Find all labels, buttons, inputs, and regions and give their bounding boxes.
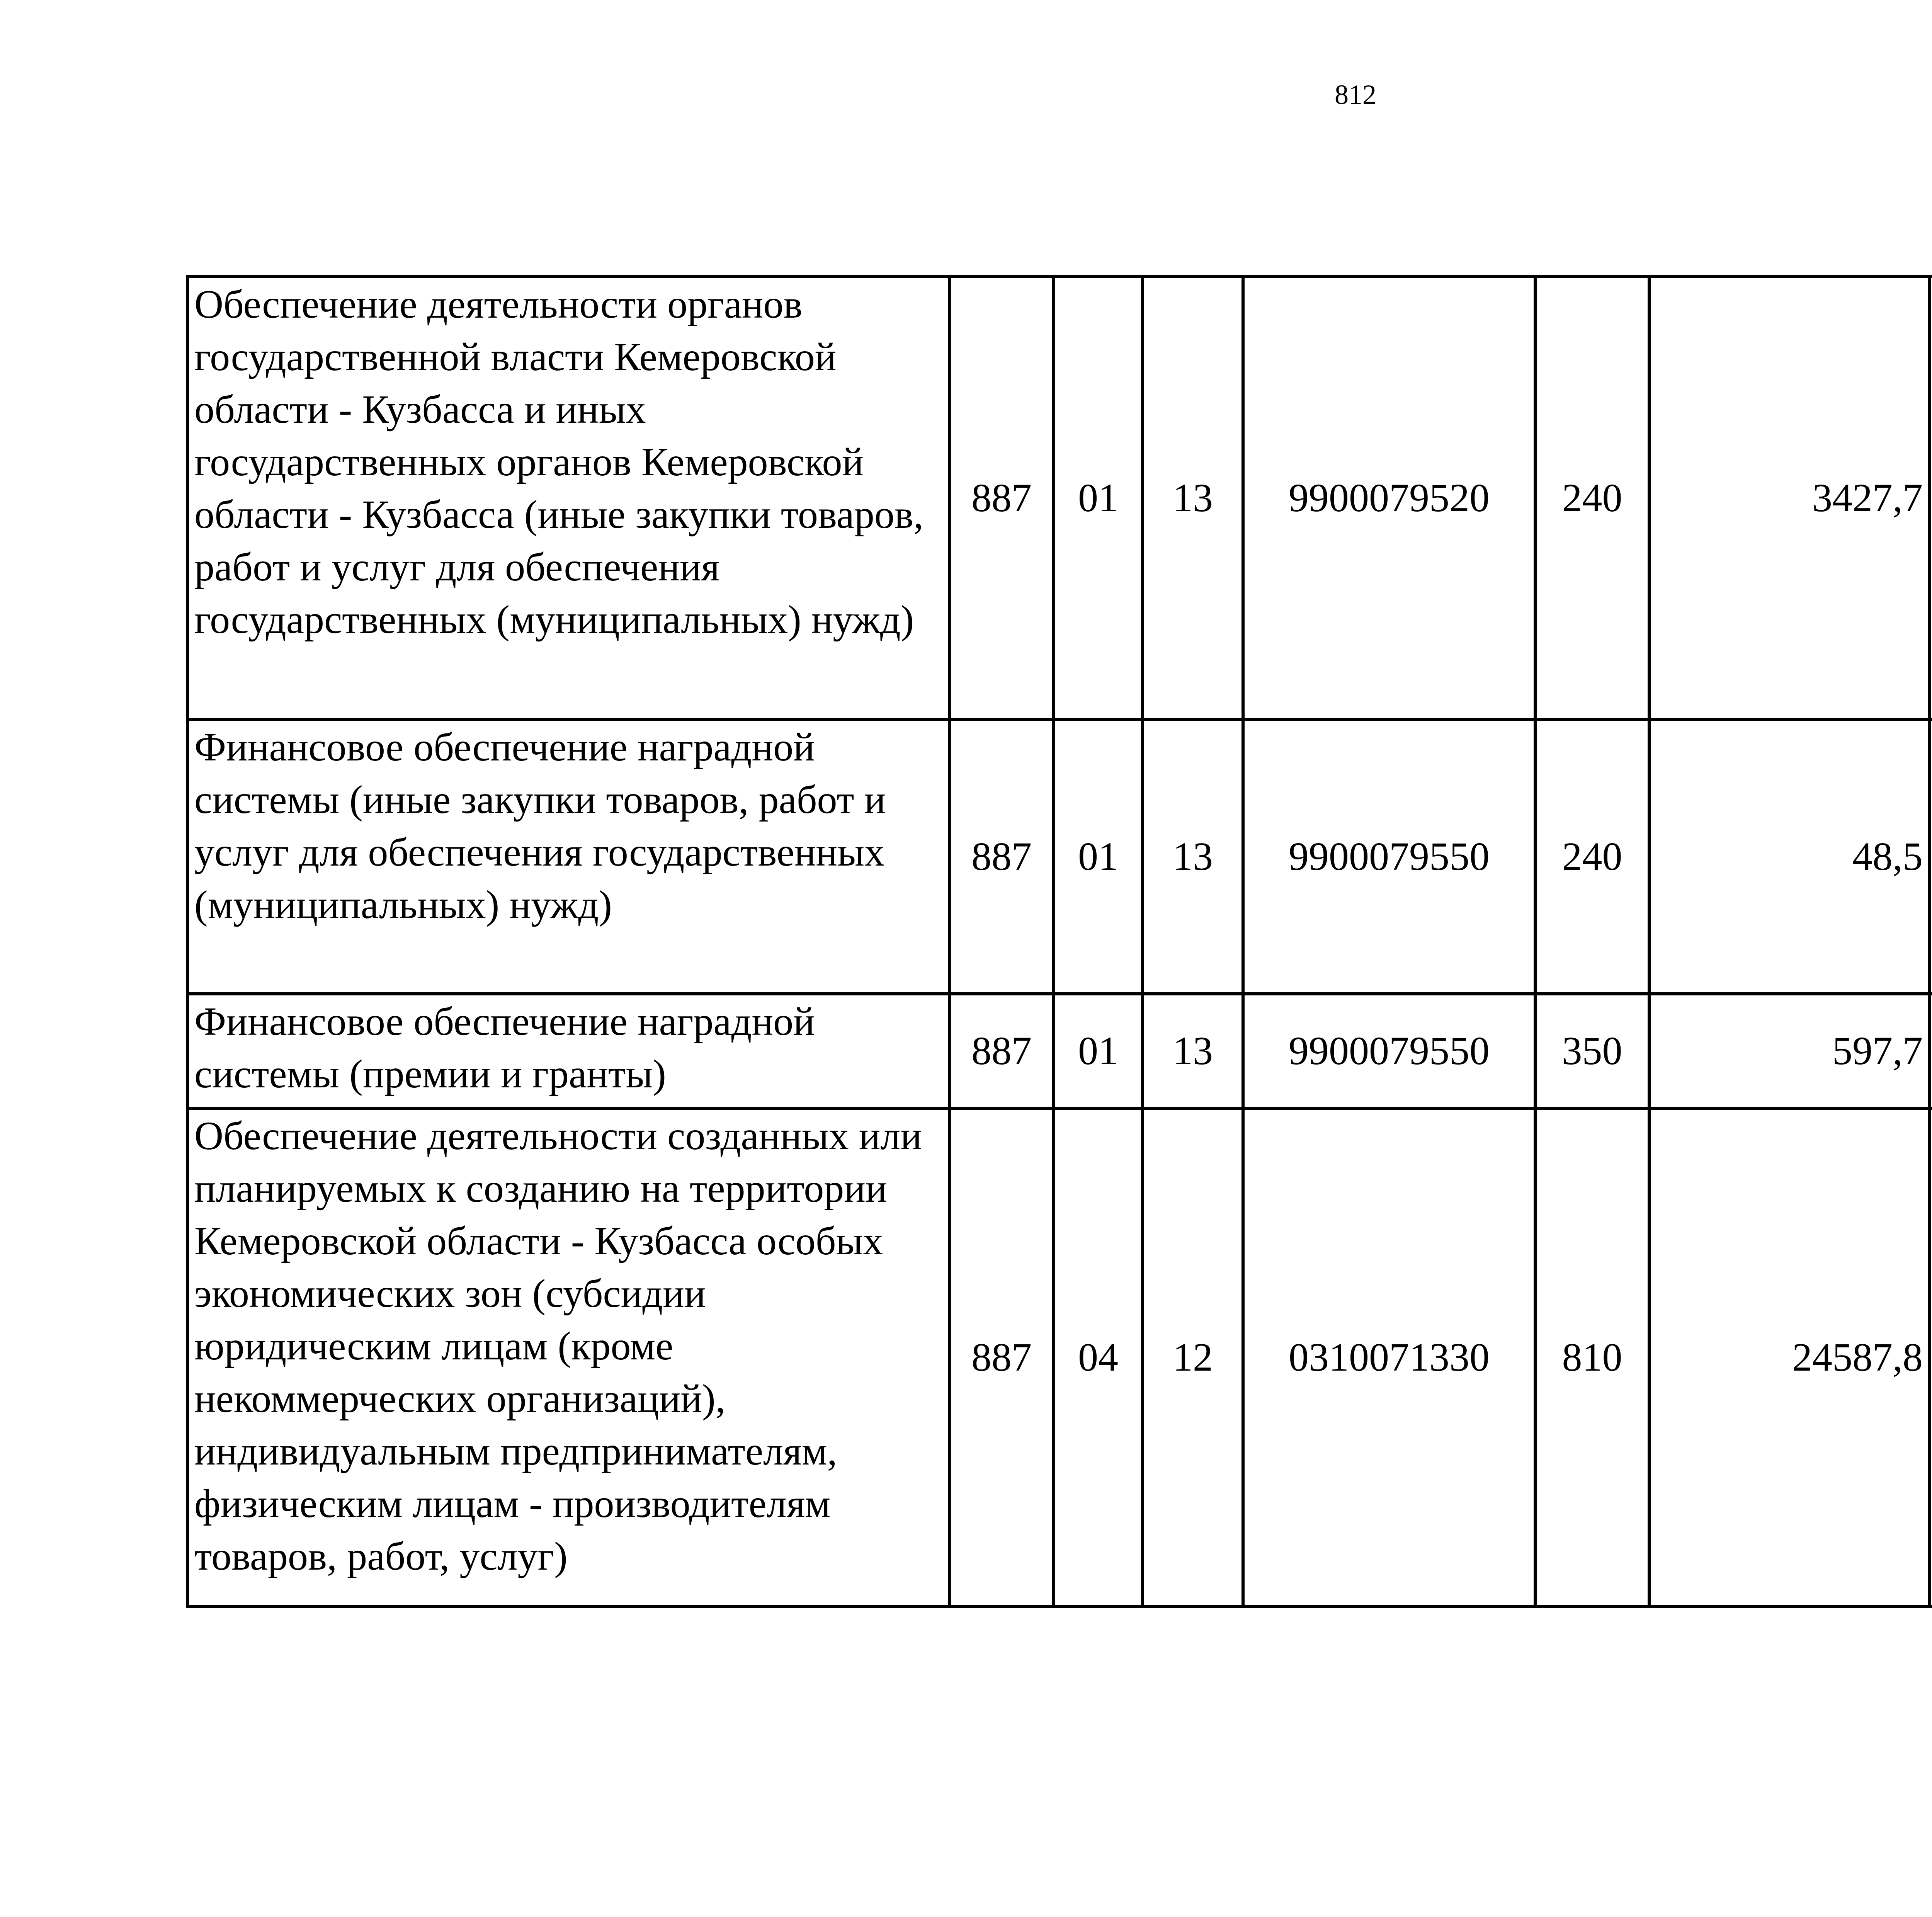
target-article-code: 9900079520 <box>1243 277 1535 720</box>
row-description: Финансовое обеспечение наградной системы (иные закупки товаров, работ и услуг для обеспечения государственных (муниципальных) нужд) <box>187 720 949 994</box>
subsection-code: 12 <box>1143 1108 1243 1607</box>
subsection-code: 13 <box>1143 720 1243 994</box>
expense-type-code: 810 <box>1535 1108 1649 1607</box>
expense-type-code: 350 <box>1535 994 1649 1108</box>
subsection-code: 13 <box>1143 277 1243 720</box>
ministry-code: 887 <box>949 720 1054 994</box>
page-number: 812 <box>1335 79 1376 110</box>
table-row <box>187 994 1932 1108</box>
target-article-code: 0310071330 <box>1243 1108 1535 1607</box>
amount-year-1: 48,5 <box>1649 720 1930 994</box>
budget-table <box>186 275 1932 1608</box>
ministry-code: 887 <box>949 1108 1054 1607</box>
section-code: 01 <box>1054 720 1143 994</box>
amount-year-2 <box>1930 720 1932 994</box>
amount-year-2 <box>1930 994 1932 1108</box>
amount-year-1: 24587,8 <box>1649 1108 1930 1607</box>
row-description: Обеспечение деятельности созданных или планируемых к созданию на территории Кемеровской области - Кузбасса особых экономических зон (субсидии юридическим лицам (кроме некоммерческих организаций), индивидуальным предпринимателям, физическим лицам - производителям товаров, работ, услуг) <box>187 1108 949 1607</box>
table-row <box>187 720 1932 994</box>
amount-year-2 <box>1930 277 1932 720</box>
target-article-code: 9900079550 <box>1243 994 1535 1108</box>
table-row <box>187 277 1932 720</box>
row-description: Финансовое обеспечение наградной системы (премии и гранты) <box>187 994 949 1108</box>
table-row <box>187 1108 1932 1607</box>
amount-year-2 <box>1930 1108 1932 1607</box>
amount-year-1: 3427,7 <box>1649 277 1930 720</box>
expense-type-code: 240 <box>1535 277 1649 720</box>
ministry-code: 887 <box>949 994 1054 1108</box>
expense-type-code: 240 <box>1535 720 1649 994</box>
row-description: Обеспечение деятельности органов государственной власти Кемеровской области - Кузбасса и иных государственных органов Кемеровской области - Кузбасса (иные закупки товаров, работ и услуг для обеспечения государственных (муниципальных) нужд) <box>187 277 949 720</box>
ministry-code: 887 <box>949 277 1054 720</box>
section-code: 01 <box>1054 277 1143 720</box>
section-code: 04 <box>1054 1108 1143 1607</box>
subsection-code: 13 <box>1143 994 1243 1108</box>
section-code: 01 <box>1054 994 1143 1108</box>
target-article-code: 9900079550 <box>1243 720 1535 994</box>
amount-year-1: 597,7 <box>1649 994 1930 1108</box>
